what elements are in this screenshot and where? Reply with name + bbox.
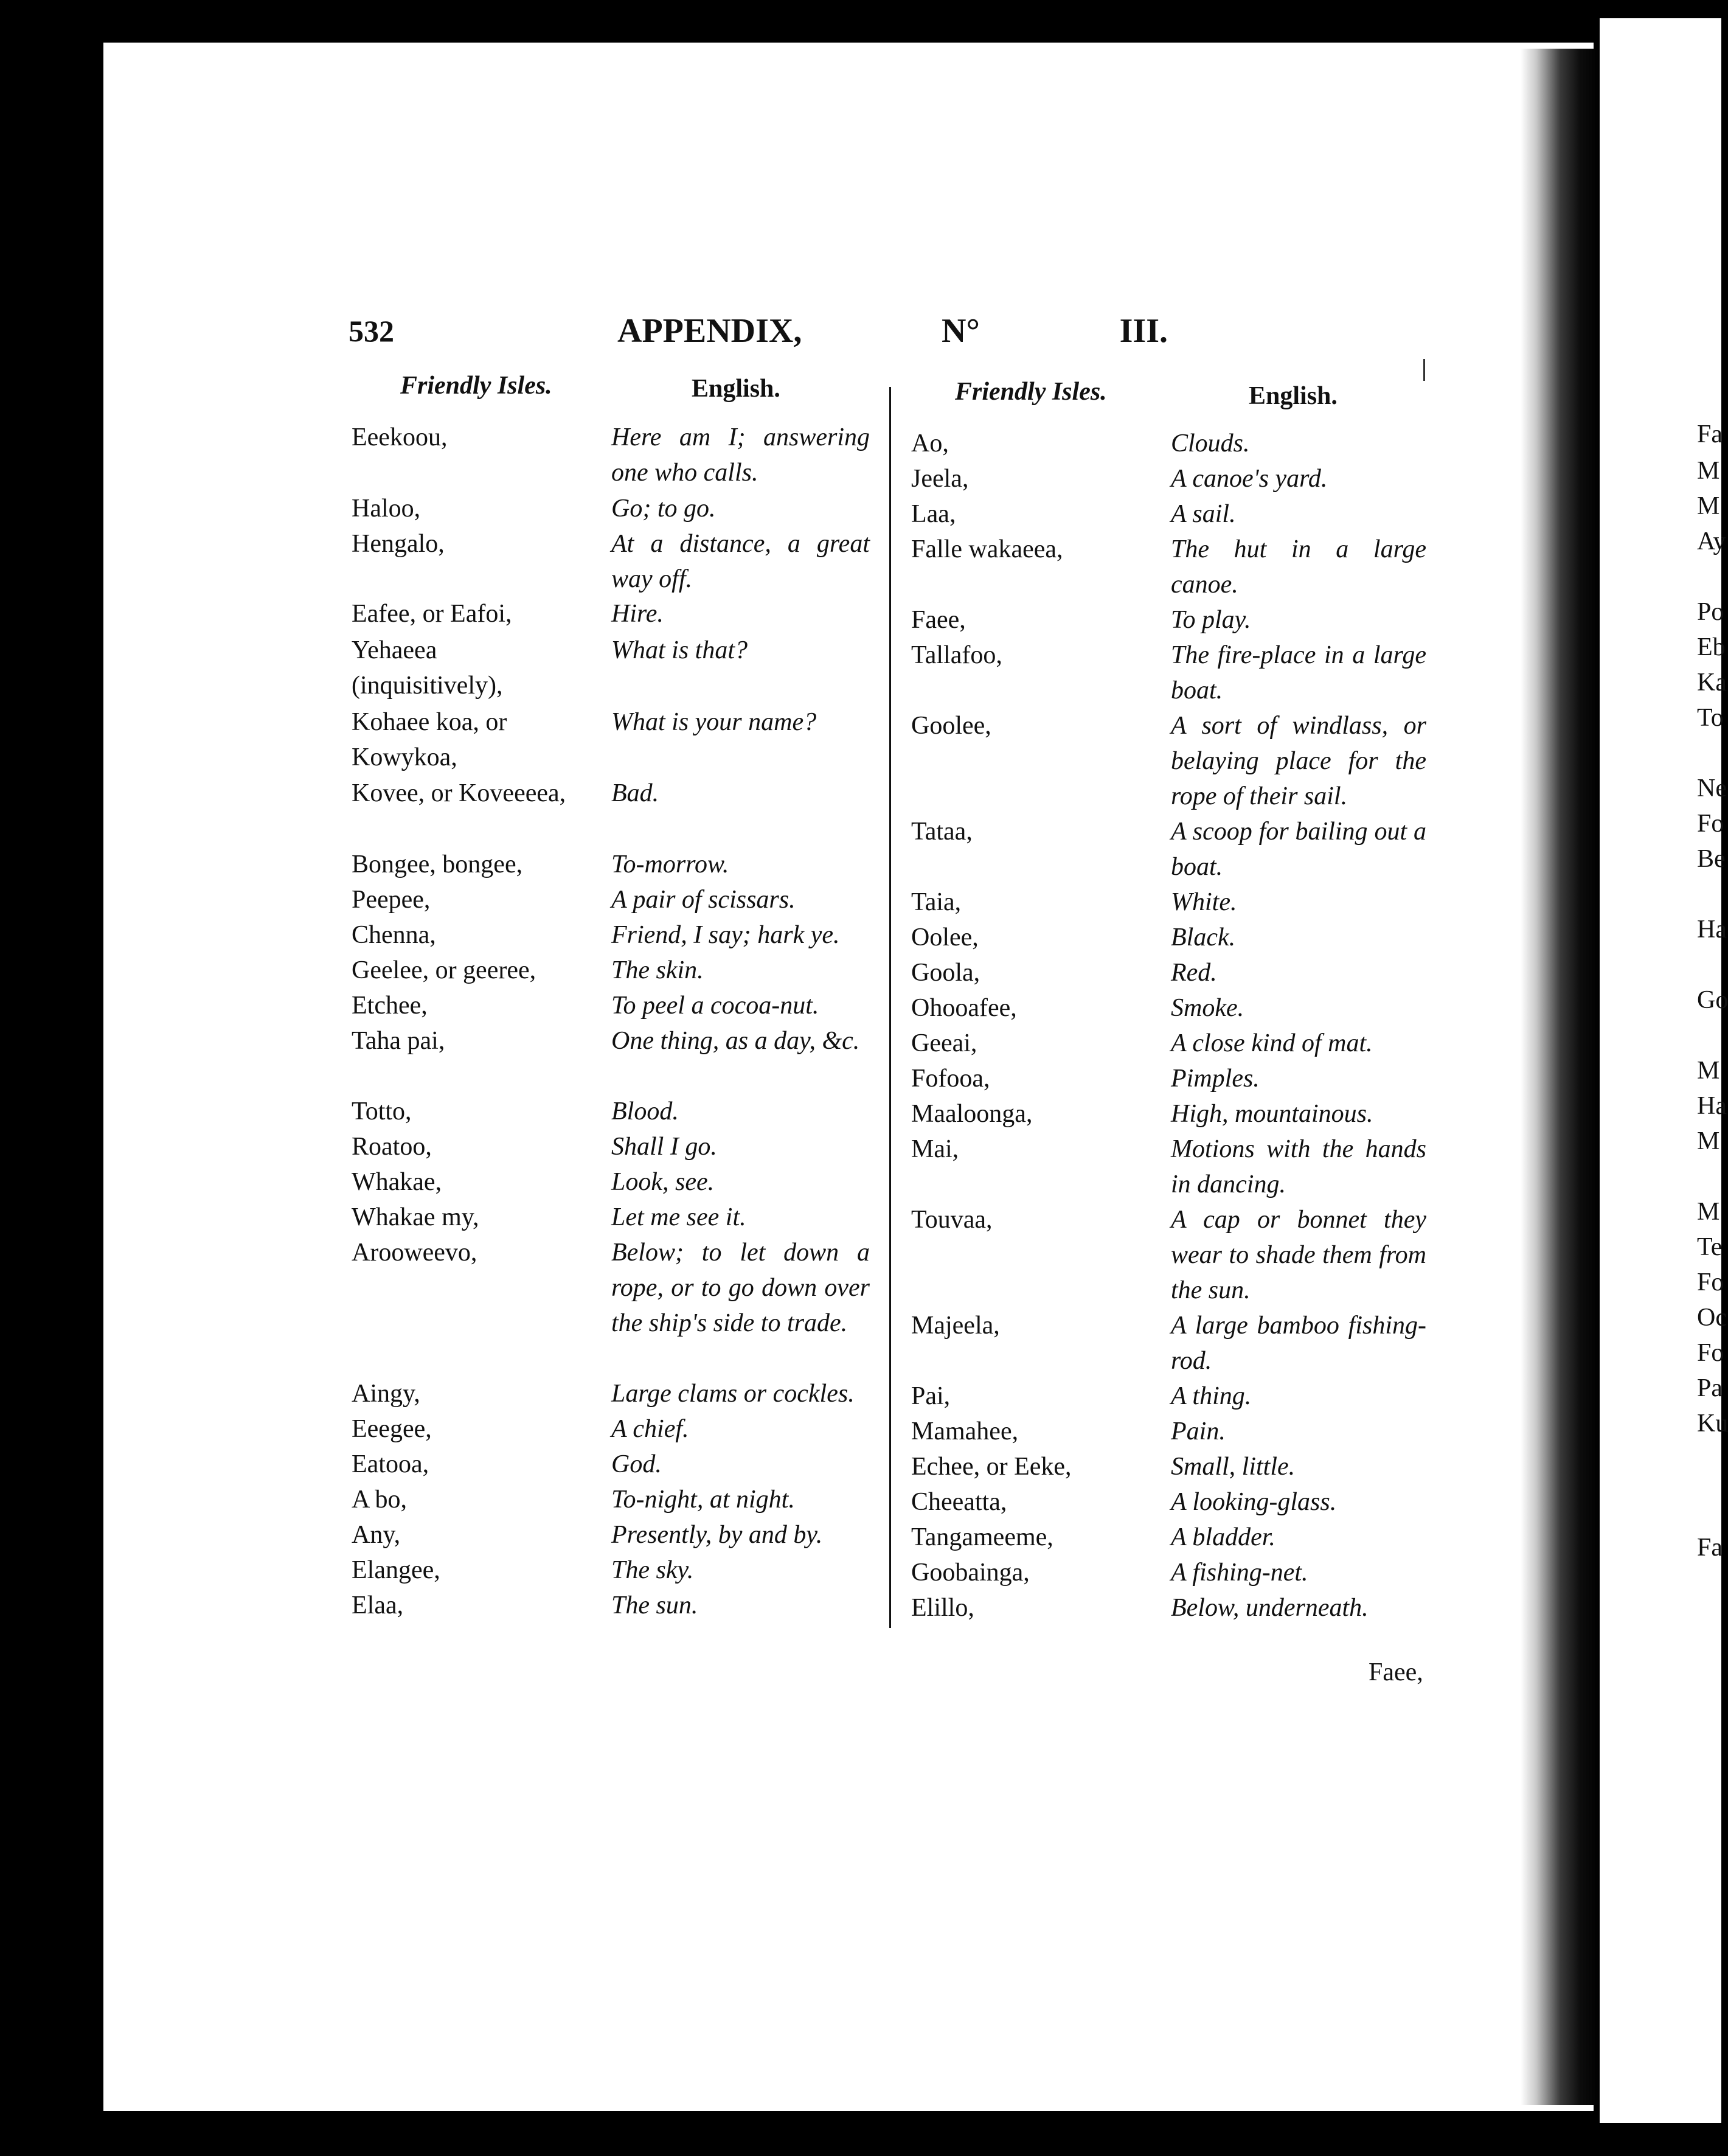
vocab-term: Tallafoo, — [911, 641, 1002, 669]
vocab-gloss: Go; to go. — [611, 495, 716, 523]
vocab-term: Yehaeea (inquisitively), — [352, 636, 503, 700]
vocab-term: Whakae, — [352, 1168, 442, 1196]
facing-page-fragment: Ha — [1697, 916, 1727, 944]
vocab-gloss: A bladder. — [1171, 1523, 1275, 1551]
vocab-gloss: A looking-glass. — [1171, 1488, 1337, 1516]
vocab-term: Tataa, — [911, 818, 973, 846]
vocab-gloss: To peel a cocoa-nut. — [611, 992, 819, 1020]
vocab-term: Eeegee, — [352, 1415, 432, 1443]
vocab-term: Cheeatta, — [911, 1488, 1007, 1516]
column-divider — [889, 387, 891, 1628]
vocab-gloss: A chief. — [611, 1415, 689, 1443]
vocab-gloss: Blood. — [611, 1097, 679, 1125]
vocab-gloss: Clouds. — [1171, 429, 1250, 457]
vocab-term: Ao, — [911, 429, 949, 457]
vocab-gloss: What is that? — [611, 636, 748, 664]
vocab-gloss: The hut in a large canoe. — [1171, 535, 1426, 599]
facing-page-fragment: Go — [1697, 986, 1728, 1014]
vocab-term: Majeela, — [911, 1312, 1000, 1340]
vocab-term: Hengalo, — [352, 530, 445, 558]
vocab-gloss: Look, see. — [611, 1168, 715, 1196]
vocab-term: Elangee, — [352, 1556, 440, 1584]
print-speck — [1423, 359, 1425, 381]
facing-page-fragment: M — [1697, 1127, 1720, 1155]
vocab-term: Whakae my, — [352, 1203, 479, 1231]
vocab-gloss: Below; to let down a rope, or to go down over the ship's side to trade. — [611, 1239, 870, 1337]
vocab-term: Faee, — [911, 606, 966, 634]
vocab-term: Goolee, — [911, 712, 991, 740]
facing-page-fragment: Po — [1697, 598, 1724, 626]
vocab-term: Goola, — [911, 959, 980, 987]
vocab-gloss: Smoke. — [1171, 994, 1244, 1022]
vocab-gloss: The sky. — [611, 1556, 694, 1584]
vocab-gloss: The fire-place in a large boat. — [1171, 641, 1426, 704]
vocab-term: Bongee, bongee, — [352, 850, 523, 878]
facing-page-fragment: Fo — [1697, 1339, 1724, 1367]
vocab-term: Jeela, — [911, 465, 969, 493]
vocab-term: Eatooa, — [352, 1450, 429, 1478]
facing-page-fragment: Be — [1697, 845, 1726, 873]
vocab-term: Echee, or Eeke, — [911, 1453, 1072, 1481]
column-2-gloss-heading: English. — [1249, 382, 1338, 410]
vocab-term: Eafee, or Eafoi, — [352, 600, 512, 628]
vocab-gloss: A canoe's yard. — [1171, 465, 1328, 493]
facing-page-fragment: Ka — [1697, 669, 1727, 697]
vocab-term: Goobainga, — [911, 1559, 1030, 1587]
vocab-term: Elillo, — [911, 1594, 974, 1622]
vocab-gloss: The skin. — [611, 956, 704, 984]
facing-page-fragment: Fo — [1697, 1268, 1724, 1296]
column-2-term-heading: Friendly Isles. — [955, 378, 1107, 406]
vocab-gloss: Pimples. — [1171, 1065, 1260, 1093]
vocab-gloss: A fishing-net. — [1171, 1559, 1308, 1587]
vocab-term: Geelee, or geeree, — [352, 956, 536, 984]
vocab-term: Kovee, or Koveeeea, — [352, 779, 566, 807]
facing-page-fragment: Pa — [1697, 1374, 1723, 1402]
vocab-gloss: A pair of scissars. — [611, 886, 796, 914]
facing-page-fragment: M — [1697, 1057, 1720, 1085]
vocab-term: Haloo, — [352, 495, 421, 523]
vocab-gloss: Bad. — [611, 779, 659, 807]
vocab-gloss: A sail. — [1171, 500, 1236, 528]
facing-page-fragment: M — [1697, 457, 1720, 485]
vocab-term: Ohooafee, — [911, 994, 1017, 1022]
vocab-term: Eeekoou, — [352, 423, 448, 451]
vocab-gloss: What is your name? — [611, 708, 817, 736]
vocab-gloss: Let me see it. — [611, 1203, 746, 1231]
vocab-term: Mai, — [911, 1135, 959, 1163]
facing-page-fragment: Te — [1697, 1233, 1723, 1261]
vocab-gloss: Pain. — [1171, 1417, 1226, 1445]
vocab-term: Peepee, — [352, 886, 431, 914]
vocab-gloss: Below, underneath. — [1171, 1594, 1369, 1622]
vocab-gloss: God. — [611, 1450, 662, 1478]
vocab-gloss: A thing. — [1171, 1382, 1252, 1410]
vocab-gloss: White. — [1171, 888, 1237, 916]
vocab-term: Oolee, — [911, 923, 979, 951]
vocab-gloss: A sort of windlass, or belaying place for the rope of their sail. — [1171, 712, 1426, 810]
facing-page-fragment: Fa — [1697, 420, 1723, 448]
vocab-gloss: Here am I; answering one who calls. — [611, 423, 870, 487]
running-title: APPENDIX, N° III. — [617, 312, 1168, 350]
vocab-gloss: Black. — [1171, 923, 1236, 951]
vocab-term: A bo, — [352, 1486, 408, 1514]
vocab-term: Any, — [352, 1521, 401, 1549]
vocab-gloss: Presently, by and by. — [611, 1521, 823, 1549]
page-number: 532 — [349, 314, 394, 348]
catchword: Faee, — [1369, 1658, 1423, 1686]
vocab-gloss: A scoop for bailing out a boat. — [1171, 818, 1426, 881]
vocab-gloss: Shall I go. — [611, 1133, 717, 1161]
vocab-term: Chenna, — [352, 921, 436, 949]
facing-page-fragment: Fa — [1697, 1534, 1723, 1562]
vocab-term: Taia, — [911, 888, 962, 916]
vocab-gloss: High, mountainous. — [1171, 1100, 1373, 1128]
vocab-term: Touvaa, — [911, 1206, 993, 1234]
vocab-term: Totto, — [352, 1097, 412, 1125]
facing-page-fragment: Fo — [1697, 810, 1724, 838]
vocab-term: Etchee, — [352, 992, 428, 1020]
facing-page-fragment: Oc — [1697, 1304, 1727, 1332]
vocab-term: Arooweevo, — [352, 1239, 477, 1267]
vocab-gloss: A close kind of mat. — [1171, 1029, 1373, 1057]
vocab-term: Laa, — [911, 500, 956, 528]
vocab-gloss: At a distance, a great way off. — [611, 530, 870, 593]
vocab-gloss: A large bamboo fishing-rod. — [1171, 1312, 1426, 1375]
vocab-gloss: Small, little. — [1171, 1453, 1296, 1481]
vocab-gloss: Red. — [1171, 959, 1217, 987]
vocab-term: Geeai, — [911, 1029, 977, 1057]
vocab-term: Elaa, — [352, 1591, 404, 1619]
vocab-gloss: Friend, I say; hark ye. — [611, 921, 840, 949]
vocab-gloss: Hire. — [611, 600, 664, 628]
vocab-gloss: To-night, at night. — [611, 1486, 795, 1514]
book-gutter — [1521, 49, 1600, 2105]
vocab-term: Kohaee koa, or Kowykoa, — [352, 708, 507, 771]
vocab-term: Pai, — [911, 1382, 951, 1410]
vocab-term: Roatoo, — [352, 1133, 432, 1161]
vocab-gloss: Large clams or cockles. — [611, 1380, 855, 1408]
facing-page-fragment: M — [1697, 492, 1720, 520]
column-1-term-heading: Friendly Isles. — [400, 372, 552, 400]
vocab-gloss: A cap or bonnet they wear to shade them from the sun. — [1171, 1206, 1426, 1304]
vocab-term: Falle wakaeea, — [911, 535, 1063, 563]
facing-page-fragment: Ha — [1697, 1092, 1727, 1120]
facing-page-fragment: To — [1697, 704, 1724, 732]
vocab-term: Taha pai, — [352, 1027, 445, 1055]
vocab-gloss: Motions with the hands in dancing. — [1171, 1135, 1426, 1198]
vocab-term: Tangameeme, — [911, 1523, 1053, 1551]
vocab-term: Fofooa, — [911, 1065, 990, 1093]
facing-page-fragment: Eb — [1697, 633, 1726, 661]
vocab-term: Aingy, — [352, 1380, 420, 1408]
vocab-gloss: To play. — [1171, 606, 1251, 634]
vocab-term: Maaloonga, — [911, 1100, 1033, 1128]
facing-page-fragment: Ne — [1697, 774, 1727, 802]
facing-page-fragment: Ay — [1697, 527, 1726, 555]
vocab-term: Mamahee, — [911, 1417, 1019, 1445]
column-1-gloss-heading: English. — [692, 375, 780, 403]
facing-page-fragment: Ku — [1697, 1410, 1728, 1438]
vocab-gloss: The sun. — [611, 1591, 698, 1619]
vocab-gloss: One thing, as a day, &c. — [611, 1027, 860, 1055]
vocab-gloss: To-morrow. — [611, 850, 729, 878]
facing-page-fragment: M — [1697, 1198, 1720, 1226]
